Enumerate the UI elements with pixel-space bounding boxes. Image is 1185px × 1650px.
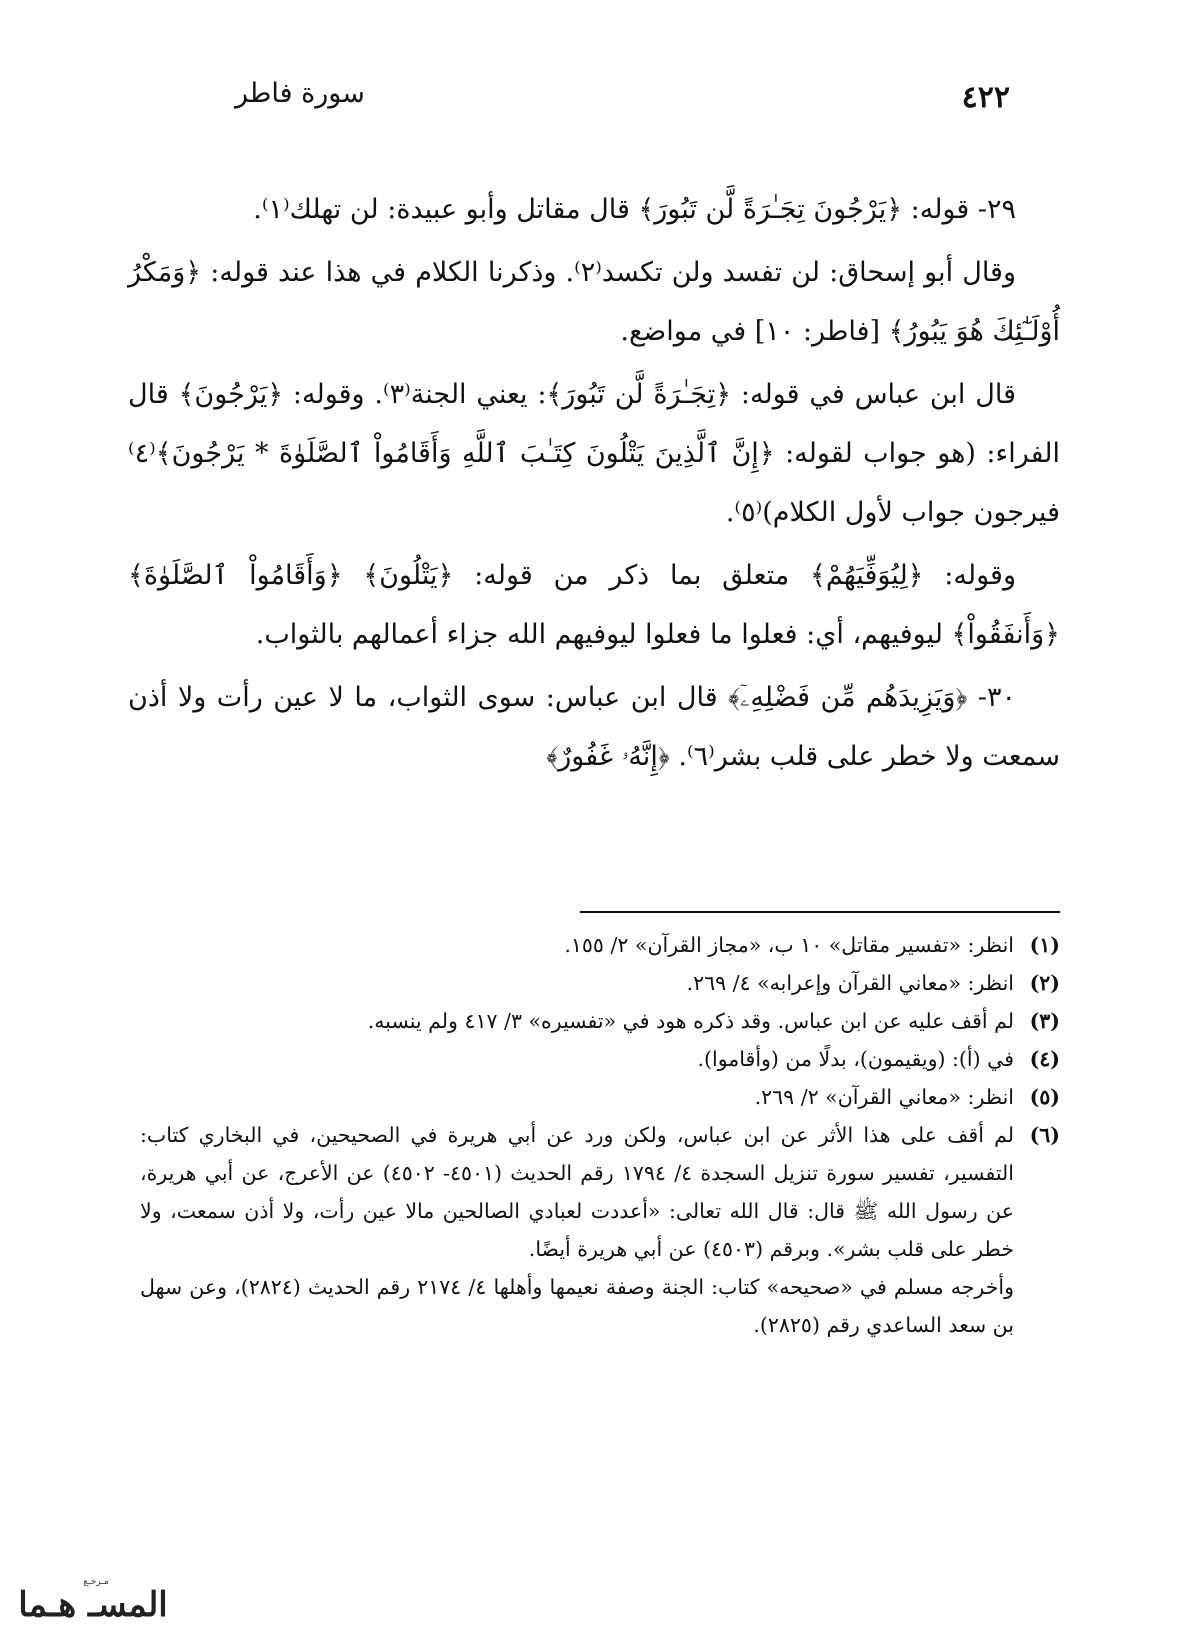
footnote-text: انظر: «معاني القرآن وإعرابه» ٤/ ٢٦٩. (686, 971, 1014, 995)
footnote-5 (140, 1078, 1060, 1116)
footnote-2 (140, 964, 1060, 1002)
paragraph-ibn-abbas: قال ابن عباس في قوله: ﴿تِجَـٰرَةً لَّن تَبُورَ﴾: يعني الجنة⁽٣⁾. وقوله: ﴿يَرْجُونَ﴾ قال الفراء: (هو جواب لقوله: ﴿إِنَّ ٱلَّذِينَ يَتْلُونَ كِتَـٰبَ ٱللَّهِ وَأَقَامُواْ ٱلصَّلَوٰةَ * يَرْجُونَ﴾⁽٤⁾ فيرجون جواب لأول الكلام)⁽٥⁾. (128, 379, 1060, 528)
footnote-text: لم أقف عليه عن ابن عباس. وقد ذكره هود في «تفسيره» ٣/ ٤١٧ ولم ينسبه. (367, 1009, 1014, 1033)
footnote-text: انظر: «معاني القرآن» ٢/ ٢٦٩. (754, 1085, 1014, 1109)
footnote-1 (140, 926, 1060, 964)
publisher-logo (18, 1570, 168, 1634)
page-header (0, 70, 1185, 130)
page-number: ٤٢٢ (961, 80, 1010, 115)
paragraph-abu-ishaq: وقال أبو إسحاق: لن تفسد ولن تكسد⁽٢⁾. وذكرنا الكلام في هذا عند قوله: ﴿وَمَكْرُ أُوْلَـٰٓئِكَ هُوَ يَبُورُ﴾ [فاطر: ١٠] في مواضع. (128, 257, 1060, 347)
logo-text: المسـ هـما (18, 1585, 168, 1625)
footnote-divider (580, 911, 1060, 913)
footnote-6 (140, 1116, 1060, 1268)
footnote-text: لم أقف على هذا الأثر عن ابن عباس، ولكن ورد عن أبي هريرة في الصحيحين، في البخاري كتاب: التفسير، تفسير سورة تنزيل السجدة ٤/ ١٧٩٤ رقم الحديث (٤٥٠١- ٤٥٠٢) عن الأعرج، عن أبي هريرة، عن رسول الله ﷺ قال: قال الله تعالى: «أعددت لعبادي الصالحين مالا عين رأت، ولا أذن سمعت، ولا خطر على قلب بشر». وبرقم (٤٥٠٣) عن أبي هريرة أيضًا. (140, 1123, 1014, 1261)
footnote-number: (٦) (1029, 1123, 1060, 1147)
footnote-text: انظر: «تفسير مقاتل» ١٠ ب، «مجاز القرآن» ٢/ ١٥٥. (564, 933, 1014, 957)
footnote-number: (٣) (1029, 1009, 1060, 1033)
paragraph-30: ٣٠- ﴿وَيَزِيدَهُم مِّن فَضْلِهِۦٓ﴾ قال ابن عباس: سوى الثواب، ما لا عين رأت ولا أذن سمعت ولا خطر على قلب بشر⁽٦⁾. ﴿إِنَّهُۥ غَفُورٌ﴾ (128, 682, 1060, 772)
footnote-number: (٤) (1029, 1047, 1060, 1071)
footnote-number: (٥) (1029, 1085, 1060, 1109)
main-text (128, 180, 1060, 786)
footnote-3 (140, 1002, 1060, 1040)
footnote-4 (140, 1040, 1060, 1078)
logo-subtext: مـرخـع (83, 1577, 109, 1587)
footnote-6-continuation: وأخرجه مسلم في «صحيحه» كتاب: الجنة وصفة نعيمها وأهلها ٤/ ٢١٧٤ رقم الحديث (٢٨٢٤)، وعن سهل بن سعد الساعدي رقم (٢٨٢٥). (140, 1275, 1014, 1337)
footnote-number: (٢) (1029, 971, 1060, 995)
footnote-text: في (أ): (ويقيمون)، بدلًا من (وأقاموا). (697, 1047, 1014, 1071)
footnote-number: (١) (1029, 933, 1060, 957)
paragraph-29: ٢٩- قوله: ﴿يَرْجُونَ تِجَـٰرَةً لَّن تَبُورَ﴾ قال مقاتل وأبو عبيدة: لن تهلك⁽١⁾. (253, 194, 1016, 225)
paragraph-liyuwaffiyahum: وقوله: ﴿لِيُوَفِّيَهُمْ﴾ متعلق بما ذكر من قوله: ﴿يَتْلُونَ﴾ ﴿وَأَقَامُواْ ٱلصَّلَوٰةَ﴾ ﴿وَأَنفَقُواْ﴾ ليوفيهم، أي: فعلوا ما فعلوا ليوفيهم الله جزاء أعمالهم بالثواب. (128, 560, 1060, 650)
surah-title: سورة فاطر (235, 78, 365, 109)
footnotes (140, 926, 1060, 1344)
